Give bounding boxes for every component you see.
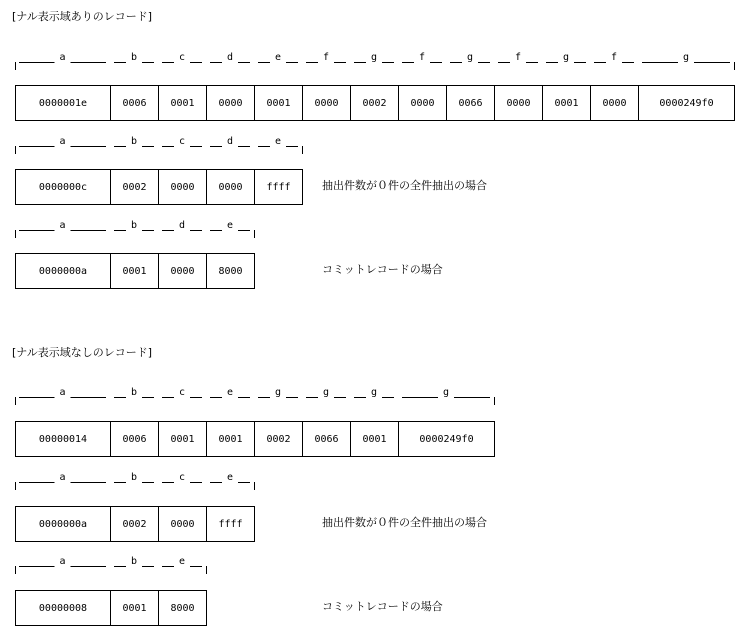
record-field-value: 0000 (159, 507, 207, 541)
record-field-value: 0066 (303, 422, 351, 456)
field-label: e (226, 220, 234, 231)
record-field-value: 0000 (399, 86, 447, 120)
record-field-value: 0066 (447, 86, 495, 120)
record-field-value: 0006 (111, 86, 159, 120)
record-field-value: 0001 (255, 86, 303, 120)
field-label: g (682, 52, 690, 63)
field-label: e (274, 52, 282, 63)
field-label: b (130, 472, 138, 483)
record-field-value: 0001 (159, 422, 207, 456)
record-field-value: 0002 (351, 86, 399, 120)
field-label: d (178, 220, 186, 231)
field-label: a (59, 387, 66, 398)
field-label: b (130, 387, 138, 398)
record-field-value: 0000 (591, 86, 639, 120)
case-note: 抽出件数が０件の全件抽出の場合 (322, 179, 487, 192)
record-field-value: 0000 (495, 86, 543, 120)
record-field-value: 8000 (159, 591, 207, 625)
record-field-value: 0000000a (16, 254, 111, 288)
record-field-value: 0000249f0 (399, 422, 495, 456)
field-label: f (418, 52, 426, 63)
record-field-value: 0002 (111, 170, 159, 204)
record-field-value: 0000000a (16, 507, 111, 541)
record-row (15, 253, 255, 289)
field-label: g (562, 52, 570, 63)
field-label: a (59, 472, 66, 483)
field-label: f (322, 52, 330, 63)
record-field-value: 0000001e (16, 86, 111, 120)
section-heading-with-null: [ナル表示域ありのレコード] (12, 10, 153, 23)
case-note: 抽出件数が０件の全件抽出の場合 (322, 516, 487, 529)
record-field-value: 0000000c (16, 170, 111, 204)
field-label: g (322, 387, 330, 398)
record-field-value: 0006 (111, 422, 159, 456)
field-label: d (226, 52, 234, 63)
record-field-value: 0000 (207, 86, 255, 120)
record-field-value: 0000 (159, 254, 207, 288)
field-label: e (274, 136, 282, 147)
record-field-value: 0001 (543, 86, 591, 120)
record-field-value: 0002 (111, 507, 159, 541)
record-row (15, 169, 303, 205)
record-field-value: 0001 (111, 591, 159, 625)
field-label: g (370, 52, 378, 63)
field-label: b (130, 52, 138, 63)
field-label: c (178, 136, 186, 147)
field-label: f (610, 52, 618, 63)
field-label: e (178, 556, 186, 567)
field-label: d (226, 136, 234, 147)
record-row (15, 590, 207, 626)
field-label: a (59, 136, 66, 147)
field-label: g (274, 387, 282, 398)
field-label: c (178, 387, 186, 398)
record-field-value: 0000 (207, 170, 255, 204)
field-label: b (130, 556, 138, 567)
field-label: g (466, 52, 474, 63)
field-label: a (59, 52, 66, 63)
field-label: c (178, 52, 186, 63)
record-field-value: ffff (207, 507, 255, 541)
case-note: コミットレコードの場合 (322, 263, 443, 276)
record-field-value: 0001 (207, 422, 255, 456)
field-label: a (59, 220, 66, 231)
record-field-value: 0001 (111, 254, 159, 288)
field-label: g (442, 387, 450, 398)
field-label: b (130, 136, 138, 147)
record-field-value: 0000 (303, 86, 351, 120)
record-field-value: 8000 (207, 254, 255, 288)
record-field-value: 00000014 (16, 422, 111, 456)
field-label: e (226, 472, 234, 483)
record-row (15, 421, 495, 457)
record-field-value: 00000008 (16, 591, 111, 625)
field-label: c (178, 472, 186, 483)
record-row (15, 506, 255, 542)
field-label: f (514, 52, 522, 63)
field-label: g (370, 387, 378, 398)
section-heading-without-null: [ナル表示域なしのレコード] (12, 346, 153, 359)
record-row (15, 85, 735, 121)
record-field-value: 0000249f0 (639, 86, 735, 120)
record-field-value: 0001 (351, 422, 399, 456)
field-label: b (130, 220, 138, 231)
case-note: コミットレコードの場合 (322, 600, 443, 613)
field-label: a (59, 556, 66, 567)
field-label: e (226, 387, 234, 398)
record-field-value: 0000 (159, 170, 207, 204)
record-field-value: 0001 (159, 86, 207, 120)
record-field-value: 0002 (255, 422, 303, 456)
record-field-value: ffff (255, 170, 303, 204)
